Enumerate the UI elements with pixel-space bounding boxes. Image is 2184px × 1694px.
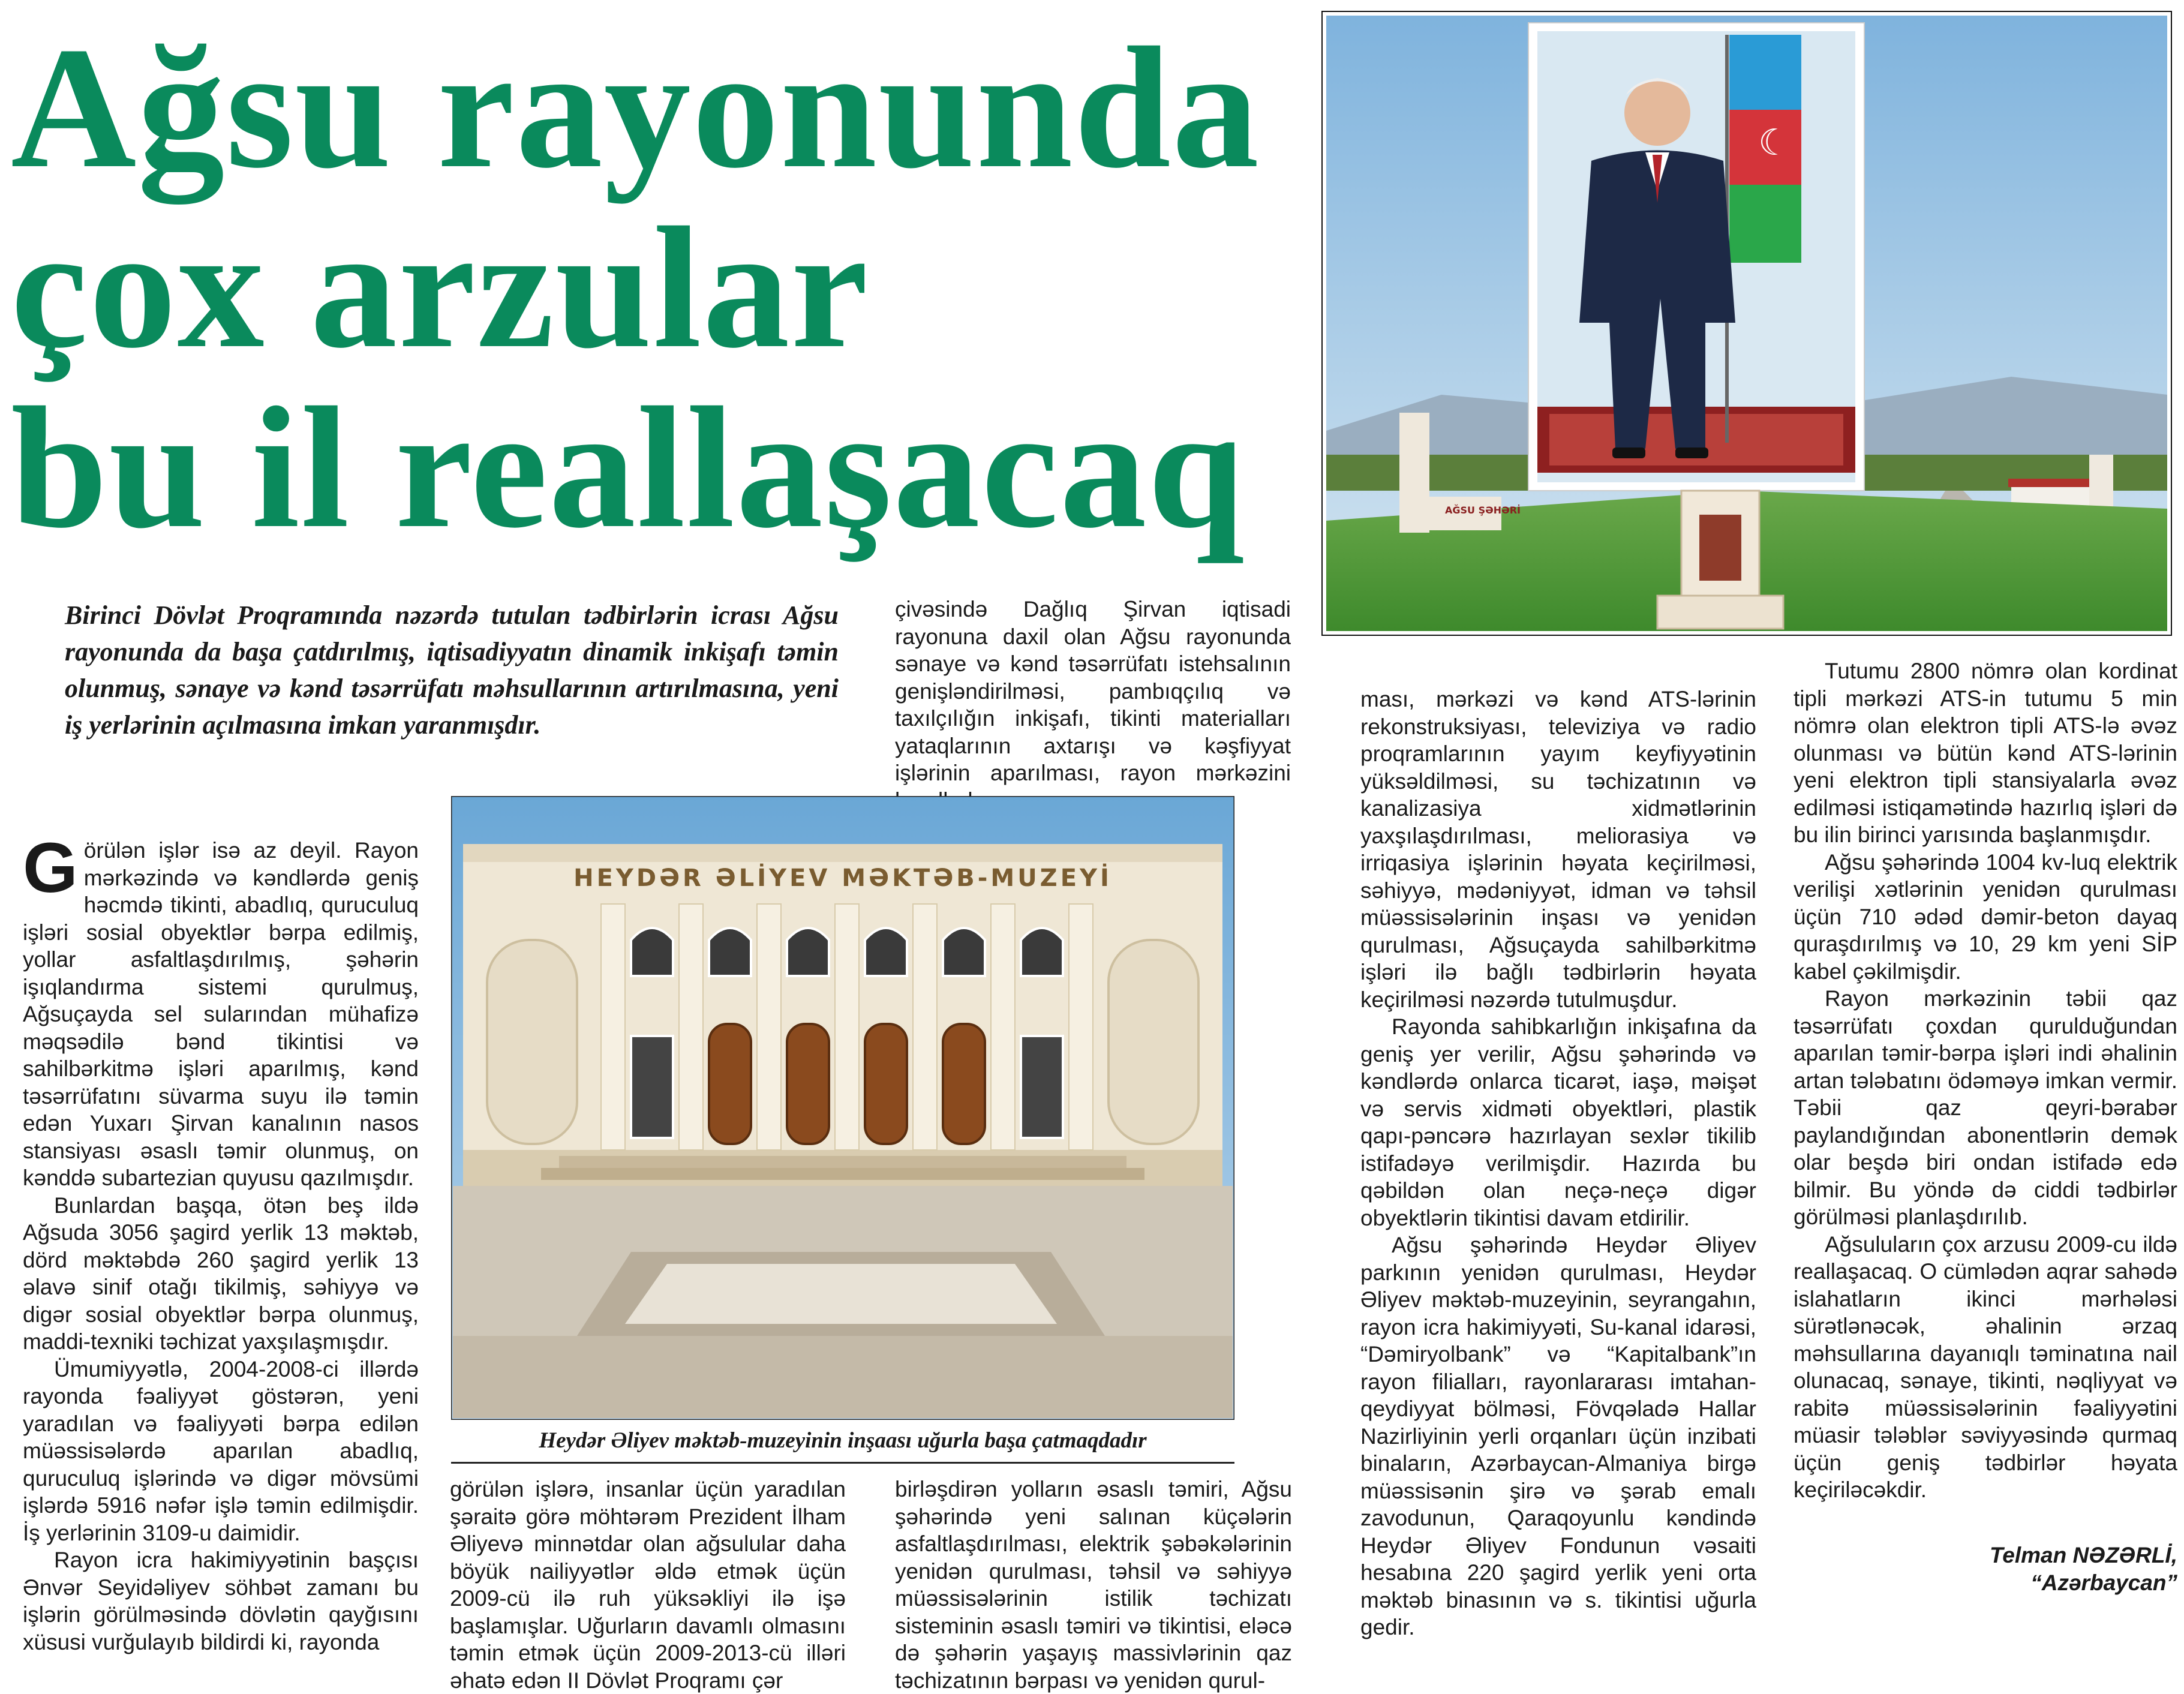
column-5-paragraph-1: Tutumu 2800 nömrə olan kordinat tipli mərkəzi ATS-in tutumu 5 min nömrə olan elektron tipli ATS-lə əvəz olunması və bütün kənd ATS-lərinin yeni elektron tipli stansiyalarla əvəz edilməsi istiqamətində hazırlıq işləri də bu ilin birinci yarısında başlanmışdır. (1794, 659, 2177, 847)
column-5-paragraph-4: Ağsuluların çox arzusu 2009-cu ildə reallaşacaq. O cümlədən aqrar sahədə islahatların ikinci mərhələsi sürətlənəcək, əhalinin ərzaq məhsullarına dayanıqlı təminatına nail olunacaq, sənaye, tikinti, nəqliyyat və rabitə müəssisələrinin fəaliyyətini müasir tələblər səviyyəsində qurmaq üçün geniş tədbirlər həyata keçiriləcəkdir. (1794, 1232, 2177, 1502)
column-5 (1794, 657, 2177, 1504)
column-1-paragraph-4: Rayon icra hakimiyyətinin başçısı Ənvər Seyidəliyev söhbət zamanı bu işlərin görülməsində dövlətin qayğısını xüsusi vurğulayıb bildirdi ki, rayonda (23, 1548, 419, 1654)
column-1 (23, 828, 419, 1656)
dropcap: G (23, 828, 78, 908)
column-2-text: görülən işlərə, insanlar üçün yaradılan şəraitə görə möhtərəm Prezident İlham Əliyevə minnətdar olan ağsulular daha böyük nailiyyətlər əldə etmək üçün 2009-cü ilə ruh yüksəkliyi ilə işə başlamışlar. Uğurların davamlı olmasını təmin etmək üçün 2009-2013-cü illəri əhatə edən II Dövlət Proqramı çər (450, 1477, 846, 1693)
column-top-right (895, 596, 1291, 814)
column-3-text: birləşdirən yolların əsaslı təmiri, Ağsu şəhərində yeni salınan küçələrin asfaltlaşdırılması, elektrik şəbəkələrinin yenidən qurulması, təhsil və səhiyyə müəssisələrinin istilik təchizatı sisteminin əsaslı təmiri və tikintisi, eləcə də şəhərin yaşayış massivlərinin qaz təchizatının bərpası və yenidən qurul- (895, 1477, 1292, 1693)
column-top-right-text: çivəsində Dağlıq Şirvan iqtisadi rayonuna daxil olan Ağsu rayonunda sənaye və kənd təsərrüfatı istehsalının genişləndirilməsi, pambıqçılıq və taxılçılığın inkişafı, tikinti materialları yataqlarının axtarışı və kəşfiyyat işlərinin aparılması, rayon mərkəzini (895, 597, 1291, 785)
column-2 (450, 1476, 846, 1694)
museum-photo-caption: Heydər Əliyev məktəb-muzeyinin inşaası uğurla başa çatmaqdadır (539, 1428, 1147, 1453)
column-1-paragraph-2: Bunlardan başqa, ötən beş ildə Ağsuda 3056 şagird yerlik 13 məktəb, dörd məktəbdə 260 şagird yerlik 13 əlavə sinif otağı tikilmiş, səhiyyə və digər sosial obyektlər bərpa olunmuş, maddi-texniki təchizat yaxşılaşmışdır. (23, 1193, 419, 1354)
column-4 (1360, 686, 1756, 1641)
svg-text:☾: ☾ (1758, 122, 1791, 163)
column-4-paragraph-1: ması, mərkəzi və kənd ATS-lərinin rekonstruksiyası, televiziya və radio proqramlarının yayım keyfiyyətinin yüksəldilməsi, su təchizatının və kanalizasiya xidmətlərinin yaxşılaşdırılması, meliorasiya və irriqasiya işlərinin həyata keçirilməsi, səhiyyə, mədəniyyət, idman və təhsil müəssisələrinin inşası və yenidən qurulması, Ağsuçayda sahilbərkitmə işləri ilə bağlı tədbirlərin həyata keçirilməsi nəzərdə tutulmuşdur. (1360, 687, 1756, 1012)
column-5-paragraph-3: Rayon mərkəzinin təbii qaz təsərrüfatı çoxdan qurulduğundan aparılan təmir-bərpa işləri indi əhalinin artan tələbatını ödəməyə imkan vermir. Təbii qaz qeyri-bərabər paylandığından abonentlərin demək olar beşdə biri ondan istifadə edə bilmir. Bu yöndə də ciddi tədbirlər görülməsi planlaşdırılıb. (1794, 986, 2177, 1229)
caption-rule (451, 1462, 1234, 1464)
byline (1859, 1542, 2177, 1597)
column-1-p1-text: örülən işlər isə az deyil. Rayon mərkəzində və kəndlərdə geniş həcmdə tikinti, abadlıq, quruculuq işləri sosial obyektlər bərpa edilmiş, yollar asfaltlaşdırılmış, şəhərin işıqlandırma sistemi qurulmuş, Ağsuçayda sel sularından mühafizə məqsədilə bənd tikintisi və sahilbərkitmə işləri aparılmış, kənd təsərrüfatını süvarma suyu ilə təmin edən Yuxarı Şirvan kanalının nasos stansiyası əsaslı təmir olunmuş, on kənddə subartezian quyusu qazılmışdır. (23, 838, 419, 1190)
byline-author: Telman NƏZƏRLİ, (1990, 1543, 2177, 1567)
headline-line-2: çox arzular (11, 191, 870, 384)
headline-line-3: bu il reallaşacaq (11, 371, 1246, 564)
column-1-paragraph-1 (23, 828, 419, 1192)
headline (11, 11, 1294, 564)
billboard-photo (1321, 11, 2172, 636)
byline-paper: “Azərbaycan” (2030, 1570, 2177, 1595)
town-sign-text: AĞSU ŞƏHƏRİ (1445, 504, 1521, 516)
museum-sign: HEYDƏR ƏLİYEV MƏKTƏB-MUZEYİ (573, 864, 1112, 892)
column-4-paragraph-2: Rayonda sahibkarlığın inkişafına da geniş yer verilir, Ağsu şəhərində və kəndlərdə onlarca ticarət, iaşə, məişət və servis xidməti obyektləri, plastik qapı-pəncərə hazırlayan sexlər tikilib istifadəyə verilmişdir. Hazırda bu qəbildən olan neçə-neçə digər obyektlərin tikintisi davam etdirilir. (1360, 1014, 1756, 1230)
museum-photo (451, 796, 1234, 1420)
column-3 (895, 1476, 1292, 1694)
column-4-paragraph-3: Ağsu şəhərində Heydər Əliyev parkının yenidən qurulması, Heydər Əliyev məktəb-muzeyinin, seyrangahın, rayon icra hakimiyyəti, Su-kanal idarəsi, “Dəmiryolbank” və “Kapitalbank”ın rayon filialları, rayonlararası imtahan-qeydiyyat bölməsi, Fövqəladə Hallar Nazirliyinin yerli orqanları üçün inzibati binaların, Azərbaycan-Almaniya birgə müəssisənin şirə və şərab emalı zavodunun, Qaraqoyunlu kəndində Heydər Əliyev Fondunun vəsaiti hesabına 220 şagird yerlik yeni orta məktəb binasının və s. tikintisi uğurla gedir. (1360, 1233, 1756, 1639)
column-5-paragraph-2: Ağsu şəhərində 1004 kv-luq elektrik verilişi xətlərinin yenidən qurulması üçün 710 ədəd dəmir-beton dayaq quraşdırılmış və 10, 29 km yeni SİP kabel çəkilmişdir. (1794, 849, 2177, 984)
headline-line-1: Ağsu rayonunda (11, 11, 1260, 204)
column-1-paragraph-3: Ümumiyyətlə, 2004-2008-ci illərdə rayonda fəaliyyət göstərən, yeni yaradılan və fəaliyyəti bərpa edilən müəssisələrdə aparılan abadlıq, quruculuq işlərində və digər mövsümi işlərdə 5916 nəfər işlə təmin edilmişdir. İş yerlərinin 3109-u daimidir. (23, 1356, 419, 1545)
lead-paragraph: Birinci Dövlət Proqramında nəzərdə tutulan tədbirlərin icrası Ağsu rayonunda da başa çatdırılmış, iqtisadiyyatın dinamik inkişafı təmin olunmuş, sənaye və kənd təsərrüfatı məhsullarının artırılmasına, yeni iş yerlərinin açılmasına imkan yaranmışdır. (65, 600, 839, 740)
